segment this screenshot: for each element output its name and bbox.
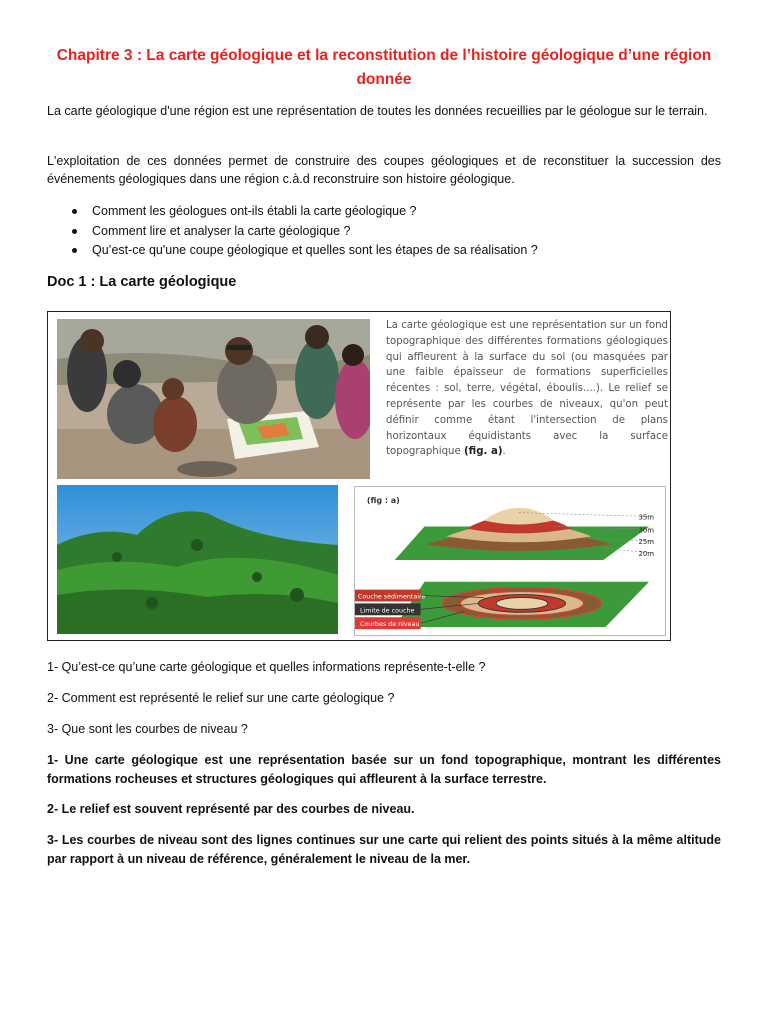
figure-description: [386, 318, 668, 460]
answer-3: 3- Les courbes de niveau sont des lignes continues sur une carte qui relient des points situés à la même altitude par rapport à un niveau de référence, généralement le niveau de la mer.: [47, 833, 721, 866]
fig-a-label: (fig : a): [366, 495, 400, 505]
doc1-figure: [47, 311, 671, 641]
altitude-label: 25m: [638, 538, 655, 547]
doc-heading: Doc 1 : La carte géologique: [47, 274, 237, 290]
hills-landscape-photo: [57, 485, 338, 634]
answer-2: 2- Le relief est souvent représenté par des courbes de niveau.: [47, 802, 415, 816]
chapter-title: Chapitre 3 : La carte géologique et la reconstitution de l’histoire géologique d’une région donnée: [56, 47, 712, 88]
altitude-label: 35m: [638, 513, 655, 522]
question-2: 2- Comment est représenté le relief sur une carte géologique ?: [47, 691, 395, 705]
hill-layer-4: [484, 508, 554, 525]
figure-description-end: .: [502, 446, 506, 458]
figure-description-text: La carte géologique est une représentation sur un fond topographique des différentes formations géologiques qui affleurent à la surface du sol (ou masquées par une faible épaisseur de formations superficielles récentes : sol, terre, végétal, éboulis....). Le relief se représente par les courbes de niveaux, qu'on peut définir comme étant l'intersection de plans horizontaux équidistants avec la surface topographique: [386, 320, 668, 458]
question-1: 1- Qu’est-ce qu’une carte géologique et quelles informations représente-t-elle ?: [47, 660, 486, 674]
list-item: Qu’est-ce qu'une coupe géologique et quelles sont les étapes de sa réalisation ?: [70, 241, 710, 261]
list-item: Comment les géologues ont-ils établi la carte géologique ?: [70, 202, 710, 222]
altitude-label: 20m: [638, 550, 655, 559]
fig-a-reference: (fig. a): [464, 446, 503, 458]
answer-1: 1- Une carte géologique est une représentation basée sur un fond topographique, montrant les différentes formations rocheuses et structures géologiques qui affleurent à la surface terrestre.: [47, 753, 721, 786]
legend-sediment: Couche sédimentaire: [357, 593, 426, 601]
field-geologists-photo: [57, 319, 370, 479]
list-item: Comment lire et analyser la carte géologique ?: [70, 222, 710, 242]
legend-limit: Limite de couche: [359, 607, 415, 615]
intro-paragraph-1: La carte géologique d'une région est une représentation de toutes les données recueillies par le géologue sur le terrain.: [47, 104, 708, 118]
question-3: 3- Que sont les courbes de niveau ?: [47, 722, 248, 736]
legend-contour: Courbes de niveau: [359, 621, 420, 629]
altitude-label: 30m: [638, 526, 655, 535]
intro-paragraph-2: L'exploitation de ces données permet de construire des coupes géologiques et de reconstituer la succession des événements géologiques dans une région c.à.d reconstruire son histoire géologique.: [47, 154, 721, 186]
question-list: [70, 202, 710, 261]
contour-lines-diagram: [354, 486, 666, 636]
